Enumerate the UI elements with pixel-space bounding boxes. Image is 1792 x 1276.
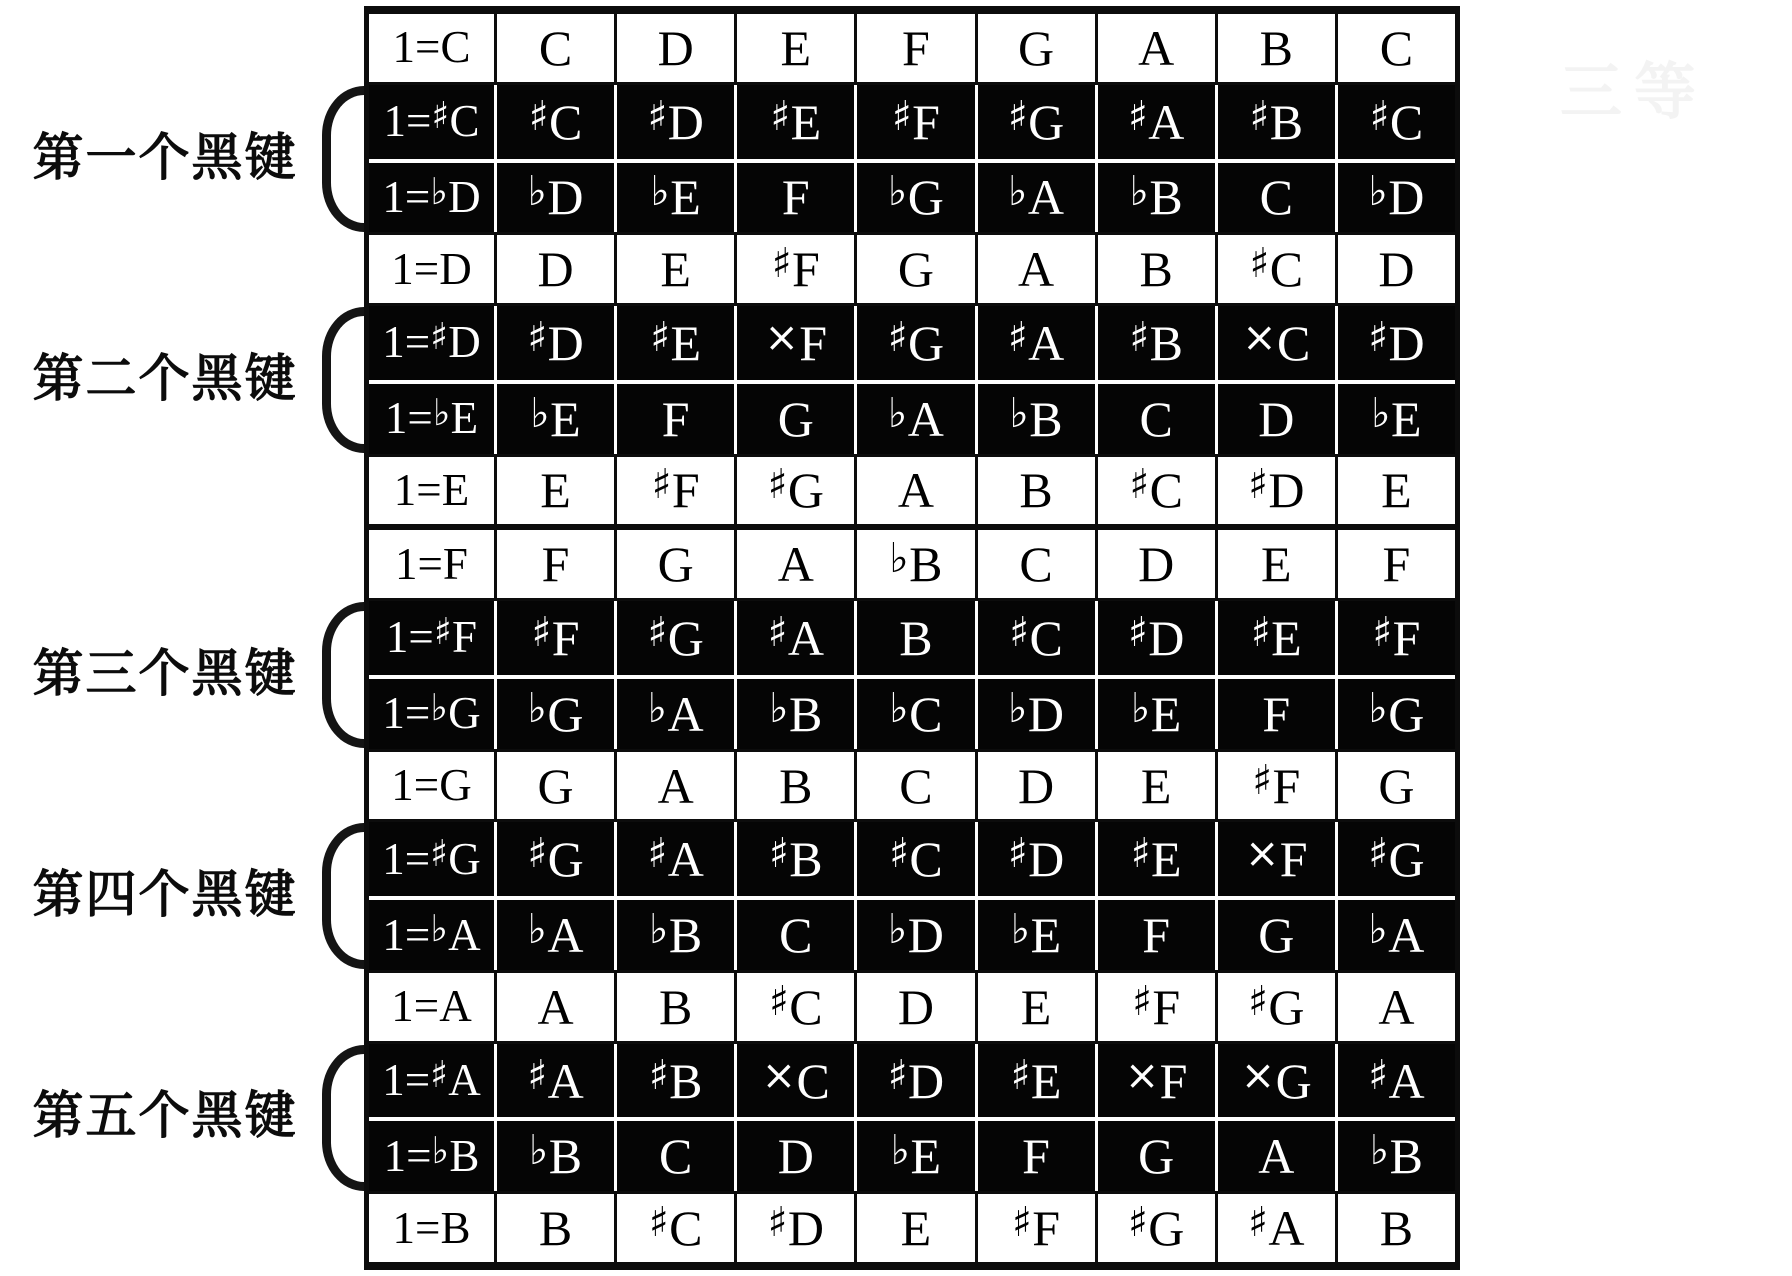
note-cell: ♯G xyxy=(497,822,614,896)
accidental-symbol: ♯ xyxy=(889,829,909,878)
accidental-symbol: ♯ xyxy=(648,1198,669,1247)
note-cell: A xyxy=(857,457,974,525)
note-cell: ♭C xyxy=(857,679,974,749)
accidental-symbol: ♯ xyxy=(647,829,668,878)
accidental-symbol: × xyxy=(764,312,799,361)
note-cell: A xyxy=(1218,1121,1335,1191)
note-cell: G xyxy=(617,530,734,598)
note-cell: ♯E xyxy=(1098,822,1215,896)
table-row xyxy=(369,1117,1455,1191)
key-cell: 1=G xyxy=(369,752,494,820)
note-cell: ♭G xyxy=(1338,679,1455,749)
note-cell: ♯A xyxy=(617,822,734,896)
accidental-symbol: ♯ xyxy=(1130,829,1151,878)
accidental-symbol: × xyxy=(1240,1050,1276,1099)
accidental-symbol: ♭ xyxy=(527,167,547,216)
accidental-symbol: ♭ xyxy=(430,169,448,213)
key-cell: 1=D xyxy=(369,235,494,303)
note-cell: ♯A xyxy=(1338,1044,1455,1118)
group-label: 第四个黑键 xyxy=(32,866,298,924)
note-cell: ♭B xyxy=(737,679,854,749)
note-cell: G xyxy=(857,235,974,303)
note-cell: E xyxy=(737,14,854,82)
note-cell: ♯F xyxy=(1098,973,1215,1041)
table-row xyxy=(369,601,1455,675)
key-cell: 1=♯G xyxy=(369,822,494,896)
accidental-symbol: ♯ xyxy=(1248,460,1268,509)
accidental-symbol: ♭ xyxy=(1008,683,1028,732)
group-label: 第二个黑键 xyxy=(32,349,298,407)
note-cell: ♯F xyxy=(1218,752,1335,820)
note-cell: B xyxy=(617,973,734,1041)
note-cell: D xyxy=(617,14,734,82)
accidental-symbol: ♭ xyxy=(1369,1126,1390,1175)
note-cell: ♯A xyxy=(978,306,1095,380)
note-cell: E xyxy=(497,457,614,525)
accidental-symbol: ♭ xyxy=(1368,167,1388,216)
note-cell: E xyxy=(1338,457,1455,525)
note-cell: E xyxy=(1218,530,1335,598)
table-row xyxy=(369,1044,1455,1118)
note-cell: ×G xyxy=(1218,1044,1335,1118)
note-cell: ♭D xyxy=(1338,163,1455,233)
note-cell: F xyxy=(1338,530,1455,598)
note-cell: ♯G xyxy=(1098,1194,1215,1262)
note-cell: D xyxy=(1218,384,1335,454)
accidental-symbol: ♭ xyxy=(890,1126,911,1175)
accidental-symbol: ♯ xyxy=(767,460,788,509)
note-cell: G xyxy=(1338,752,1455,820)
accidental-symbol: ♯ xyxy=(1252,755,1273,804)
accidental-symbol: ♭ xyxy=(1129,167,1149,216)
note-cell: D xyxy=(978,752,1095,820)
note-cell: ♯F xyxy=(497,601,614,675)
accidental-symbol: ♯ xyxy=(527,1050,548,1099)
accidental-symbol: ♭ xyxy=(650,167,670,216)
note-cell: ♯D xyxy=(737,1194,854,1262)
note-cell: ♯D xyxy=(1338,306,1455,380)
key-cell: 1=E xyxy=(369,457,494,525)
accidental-symbol: ♯ xyxy=(431,94,450,138)
accidental-symbol: ♯ xyxy=(1010,1050,1031,1099)
note-cell: ×C xyxy=(1218,306,1335,380)
key-cell: 1=♭A xyxy=(369,900,494,970)
table-row xyxy=(369,822,1455,896)
accidental-symbol: ♯ xyxy=(769,829,789,878)
accidental-symbol: ♯ xyxy=(1009,607,1030,656)
note-cell: ♯A xyxy=(737,601,854,675)
note-cell: ♯E xyxy=(617,306,734,380)
note-cell: ×F xyxy=(1098,1044,1215,1118)
accidental-symbol: ♯ xyxy=(1368,312,1389,361)
key-cell: 1=♯C xyxy=(369,85,494,159)
note-cell: ♯E xyxy=(978,1044,1095,1118)
accidental-symbol: ♭ xyxy=(529,1126,549,1175)
accidental-symbol: ♯ xyxy=(1369,91,1390,140)
group-label: 第一个黑键 xyxy=(32,128,298,186)
note-cell: C xyxy=(978,530,1095,598)
note-cell: ♯G xyxy=(1338,822,1455,896)
accidental-symbol: ♯ xyxy=(767,1198,788,1247)
key-cell: 1=♯F xyxy=(369,601,494,675)
table-row xyxy=(369,380,1455,454)
accidental-symbol: × xyxy=(1124,1050,1160,1099)
accidental-symbol: ♭ xyxy=(649,905,669,954)
note-cell: A xyxy=(1098,14,1215,82)
accidental-symbol: ♯ xyxy=(528,91,549,140)
accidental-symbol: ♯ xyxy=(1007,91,1028,140)
table-row xyxy=(369,85,1455,159)
note-cell: F xyxy=(617,384,734,454)
accidental-symbol: × xyxy=(1245,829,1280,878)
accidental-symbol: ♭ xyxy=(889,534,909,583)
table-row xyxy=(369,896,1455,970)
accidental-symbol: ♭ xyxy=(530,388,550,437)
key-cell: 1=♭B xyxy=(369,1121,494,1191)
accidental-symbol: ♭ xyxy=(431,1128,449,1172)
note-cell: ♯G xyxy=(737,457,854,525)
note-cell: F xyxy=(1098,900,1215,970)
accidental-symbol: ♯ xyxy=(1007,312,1028,361)
note-cell: ♭B xyxy=(497,1121,614,1191)
note-cell: D xyxy=(1338,235,1455,303)
note-cell: A xyxy=(617,752,734,820)
note-cell: ♭A xyxy=(857,384,974,454)
note-cell: B xyxy=(497,1194,614,1262)
accidental-symbol: ♯ xyxy=(887,312,908,361)
note-cell: ♯A xyxy=(497,1044,614,1118)
note-cell: ♯F xyxy=(1338,601,1455,675)
note-cell: E xyxy=(857,1194,974,1262)
note-cell: F xyxy=(857,14,974,82)
note-cell: ×F xyxy=(1218,822,1335,896)
accidental-symbol: ♯ xyxy=(433,610,452,654)
accidental-symbol: ♭ xyxy=(889,683,909,732)
accidental-symbol: ♯ xyxy=(531,607,552,656)
note-cell: C xyxy=(497,14,614,82)
note-cell: ♯D xyxy=(978,822,1095,896)
accidental-symbol: ♯ xyxy=(647,607,668,656)
note-cell: C xyxy=(1098,384,1215,454)
table-row xyxy=(369,749,1455,823)
table-row xyxy=(369,306,1455,380)
accidental-symbol: ♯ xyxy=(767,607,788,656)
note-cell: ♭A xyxy=(1338,900,1455,970)
key-cell: 1=A xyxy=(369,973,494,1041)
note-cell: A xyxy=(978,235,1095,303)
note-cell: ♯C xyxy=(737,973,854,1041)
accidental-symbol: ♯ xyxy=(1128,607,1148,656)
accidental-symbol: ♭ xyxy=(1009,388,1029,437)
accidental-symbol: ♭ xyxy=(888,388,908,437)
group-brace xyxy=(322,307,364,453)
note-cell: ♭E xyxy=(617,163,734,233)
accidental-symbol: ♯ xyxy=(1012,1198,1032,1247)
note-cell: ♯F xyxy=(857,85,974,159)
note-cell: C xyxy=(737,900,854,970)
note-cell: D xyxy=(497,235,614,303)
note-cell: ♯C xyxy=(1338,85,1455,159)
accidental-symbol: ♯ xyxy=(1248,1198,1268,1247)
table-row xyxy=(369,1191,1455,1265)
accidental-symbol: ♯ xyxy=(1249,91,1270,140)
note-cell: ♯C xyxy=(617,1194,734,1262)
note-cell: ♯D xyxy=(617,85,734,159)
accidental-symbol: ♭ xyxy=(888,905,908,954)
key-cell: 1=♯D xyxy=(369,306,494,380)
note-cell: ×F xyxy=(737,306,854,380)
note-cell: ♭A xyxy=(978,163,1095,233)
note-cell: F xyxy=(497,530,614,598)
note-cell: ♭A xyxy=(617,679,734,749)
group-label: 第三个黑键 xyxy=(32,644,298,702)
note-cell: C xyxy=(1218,163,1335,233)
note-cell: ♯F xyxy=(737,235,854,303)
note-cell: B xyxy=(1218,14,1335,82)
note-cell: ♭E xyxy=(978,900,1095,970)
note-cell: ♭B xyxy=(1098,163,1215,233)
note-cell: G xyxy=(978,14,1095,82)
accidental-symbol: ♭ xyxy=(1368,683,1388,732)
note-cell: ♭E xyxy=(1098,679,1215,749)
note-cell: E xyxy=(1098,752,1215,820)
table-row xyxy=(369,970,1455,1044)
note-cell: B xyxy=(857,601,974,675)
note-cell: ♯D xyxy=(1098,601,1215,675)
key-cell: 1=♯A xyxy=(369,1044,494,1118)
accidental-symbol: ♯ xyxy=(1248,976,1268,1025)
table-row xyxy=(369,11,1455,85)
key-cell: 1=F xyxy=(369,530,494,598)
accidental-symbol: ♯ xyxy=(1128,91,1148,140)
accidental-symbol: ♯ xyxy=(770,91,791,140)
accidental-symbol: ♭ xyxy=(1010,905,1031,954)
note-cell: A xyxy=(737,530,854,598)
accidental-symbol: ♭ xyxy=(430,907,448,951)
accidental-symbol: ♯ xyxy=(651,460,672,509)
accidental-symbol: ♯ xyxy=(1249,239,1270,288)
accidental-symbol: ♯ xyxy=(527,829,548,878)
accidental-symbol: ♭ xyxy=(527,905,547,954)
key-cell: 1=♭G xyxy=(369,679,494,749)
note-cell: G xyxy=(1218,900,1335,970)
table-row xyxy=(369,527,1455,601)
group-brace xyxy=(322,823,364,969)
note-cell: F xyxy=(737,163,854,233)
note-cell: ♯C xyxy=(1218,235,1335,303)
note-cell: ♯D xyxy=(857,1044,974,1118)
note-cell: ♭E xyxy=(857,1121,974,1191)
accidental-symbol: ♭ xyxy=(430,686,448,730)
note-cell: ♯C xyxy=(978,601,1095,675)
key-cell: 1=C xyxy=(369,14,494,82)
accidental-symbol: ♯ xyxy=(1129,460,1150,509)
accidental-symbol: × xyxy=(761,1050,797,1099)
note-cell: ♯G xyxy=(978,85,1095,159)
note-cell: ♭G xyxy=(857,163,974,233)
note-cell: ♯E xyxy=(737,85,854,159)
note-cell: ♯G xyxy=(1218,973,1335,1041)
table-row xyxy=(369,232,1455,306)
accidental-symbol: ♯ xyxy=(1132,976,1152,1025)
note-cell: A xyxy=(497,973,614,1041)
group-brace xyxy=(322,1045,364,1191)
note-cell: ♯E xyxy=(1218,601,1335,675)
note-cell: G xyxy=(1098,1121,1215,1191)
accidental-symbol: ♭ xyxy=(527,683,547,732)
accidental-symbol: ♭ xyxy=(647,683,668,732)
note-cell: ♯A xyxy=(1218,1194,1335,1262)
group-label: 第五个黑键 xyxy=(32,1087,298,1145)
note-cell: ♯C xyxy=(497,85,614,159)
note-cell: D xyxy=(1098,530,1215,598)
group-brace xyxy=(322,86,364,232)
note-cell: A xyxy=(1338,973,1455,1041)
note-cell: ♯C xyxy=(1098,457,1215,525)
note-cell: G xyxy=(737,384,854,454)
accidental-symbol: ♯ xyxy=(1007,829,1028,878)
accidental-symbol: ♭ xyxy=(769,683,789,732)
note-cell: ♯G xyxy=(617,601,734,675)
note-cell: ♯B xyxy=(1098,306,1215,380)
scale-table xyxy=(364,6,1460,1270)
accidental-symbol: ♯ xyxy=(1129,312,1150,361)
note-cell: ♭D xyxy=(978,679,1095,749)
key-cell: 1=♭D xyxy=(369,163,494,233)
note-cell: C xyxy=(617,1121,734,1191)
note-cell: ♭D xyxy=(497,163,614,233)
accidental-symbol: ♭ xyxy=(1131,683,1151,732)
table-row xyxy=(369,159,1455,233)
note-cell: G xyxy=(497,752,614,820)
watermark xyxy=(1560,42,1708,131)
accidental-symbol: ♯ xyxy=(769,976,789,1025)
note-cell: F xyxy=(978,1121,1095,1191)
accidental-symbol: ♯ xyxy=(1368,1050,1389,1099)
note-cell: ♭B xyxy=(617,900,734,970)
accidental-symbol: ♭ xyxy=(432,391,451,435)
accidental-symbol: ♯ xyxy=(1250,607,1271,656)
accidental-symbol: ♯ xyxy=(1128,1198,1148,1247)
note-cell: B xyxy=(978,457,1095,525)
note-cell: ×C xyxy=(737,1044,854,1118)
accidental-symbol: ♯ xyxy=(1372,607,1393,656)
note-cell: B xyxy=(1338,1194,1455,1262)
note-cell: C xyxy=(857,752,974,820)
note-cell: ♯G xyxy=(857,306,974,380)
note-cell: ♯F xyxy=(617,457,734,525)
note-cell: ♭A xyxy=(497,900,614,970)
note-cell: E xyxy=(617,235,734,303)
note-cell: E xyxy=(978,973,1095,1041)
note-cell: ♭B xyxy=(978,384,1095,454)
key-cell: 1=♭E xyxy=(369,384,494,454)
note-cell: ♭E xyxy=(497,384,614,454)
table-row xyxy=(369,675,1455,749)
note-cell: D xyxy=(857,973,974,1041)
note-cell: ♭E xyxy=(1338,384,1455,454)
accidental-symbol: × xyxy=(1242,312,1277,361)
note-cell: C xyxy=(1338,14,1455,82)
note-cell: B xyxy=(737,752,854,820)
accidental-symbol: ♯ xyxy=(430,831,448,875)
note-cell: ♯B xyxy=(1218,85,1335,159)
note-cell: ♯B xyxy=(737,822,854,896)
note-cell: ♭B xyxy=(1338,1121,1455,1191)
note-cell: B xyxy=(1098,235,1215,303)
accidental-symbol: ♭ xyxy=(1008,167,1028,216)
note-cell: ♭B xyxy=(857,530,974,598)
accidental-symbol: ♭ xyxy=(888,167,908,216)
accidental-symbol: ♭ xyxy=(1371,388,1391,437)
accidental-symbol: ♭ xyxy=(1368,905,1388,954)
accidental-symbol: ♯ xyxy=(887,1050,908,1099)
note-cell: ♯D xyxy=(497,306,614,380)
note-cell: ♯B xyxy=(617,1044,734,1118)
accidental-symbol: ♯ xyxy=(650,312,671,361)
key-cell: 1=B xyxy=(369,1194,494,1262)
accidental-symbol: ♯ xyxy=(430,315,448,359)
accidental-symbol: ♯ xyxy=(648,1050,669,1099)
note-cell: F xyxy=(1218,679,1335,749)
accidental-symbol: ♯ xyxy=(647,91,668,140)
table-row xyxy=(369,454,1455,528)
note-cell: ♯D xyxy=(1218,457,1335,525)
note-cell: ♭D xyxy=(857,900,974,970)
note-cell: ♯F xyxy=(978,1194,1095,1262)
accidental-symbol: ♯ xyxy=(1368,829,1389,878)
note-cell: D xyxy=(737,1121,854,1191)
note-cell: ♭G xyxy=(497,679,614,749)
accidental-symbol: ♯ xyxy=(527,312,548,361)
accidental-symbol: ♯ xyxy=(891,91,912,140)
accidental-symbol: ♯ xyxy=(430,1052,448,1096)
group-brace xyxy=(322,602,364,748)
accidental-symbol: ♯ xyxy=(771,239,792,288)
note-cell: ♯C xyxy=(857,822,974,896)
note-cell: ♯A xyxy=(1098,85,1215,159)
